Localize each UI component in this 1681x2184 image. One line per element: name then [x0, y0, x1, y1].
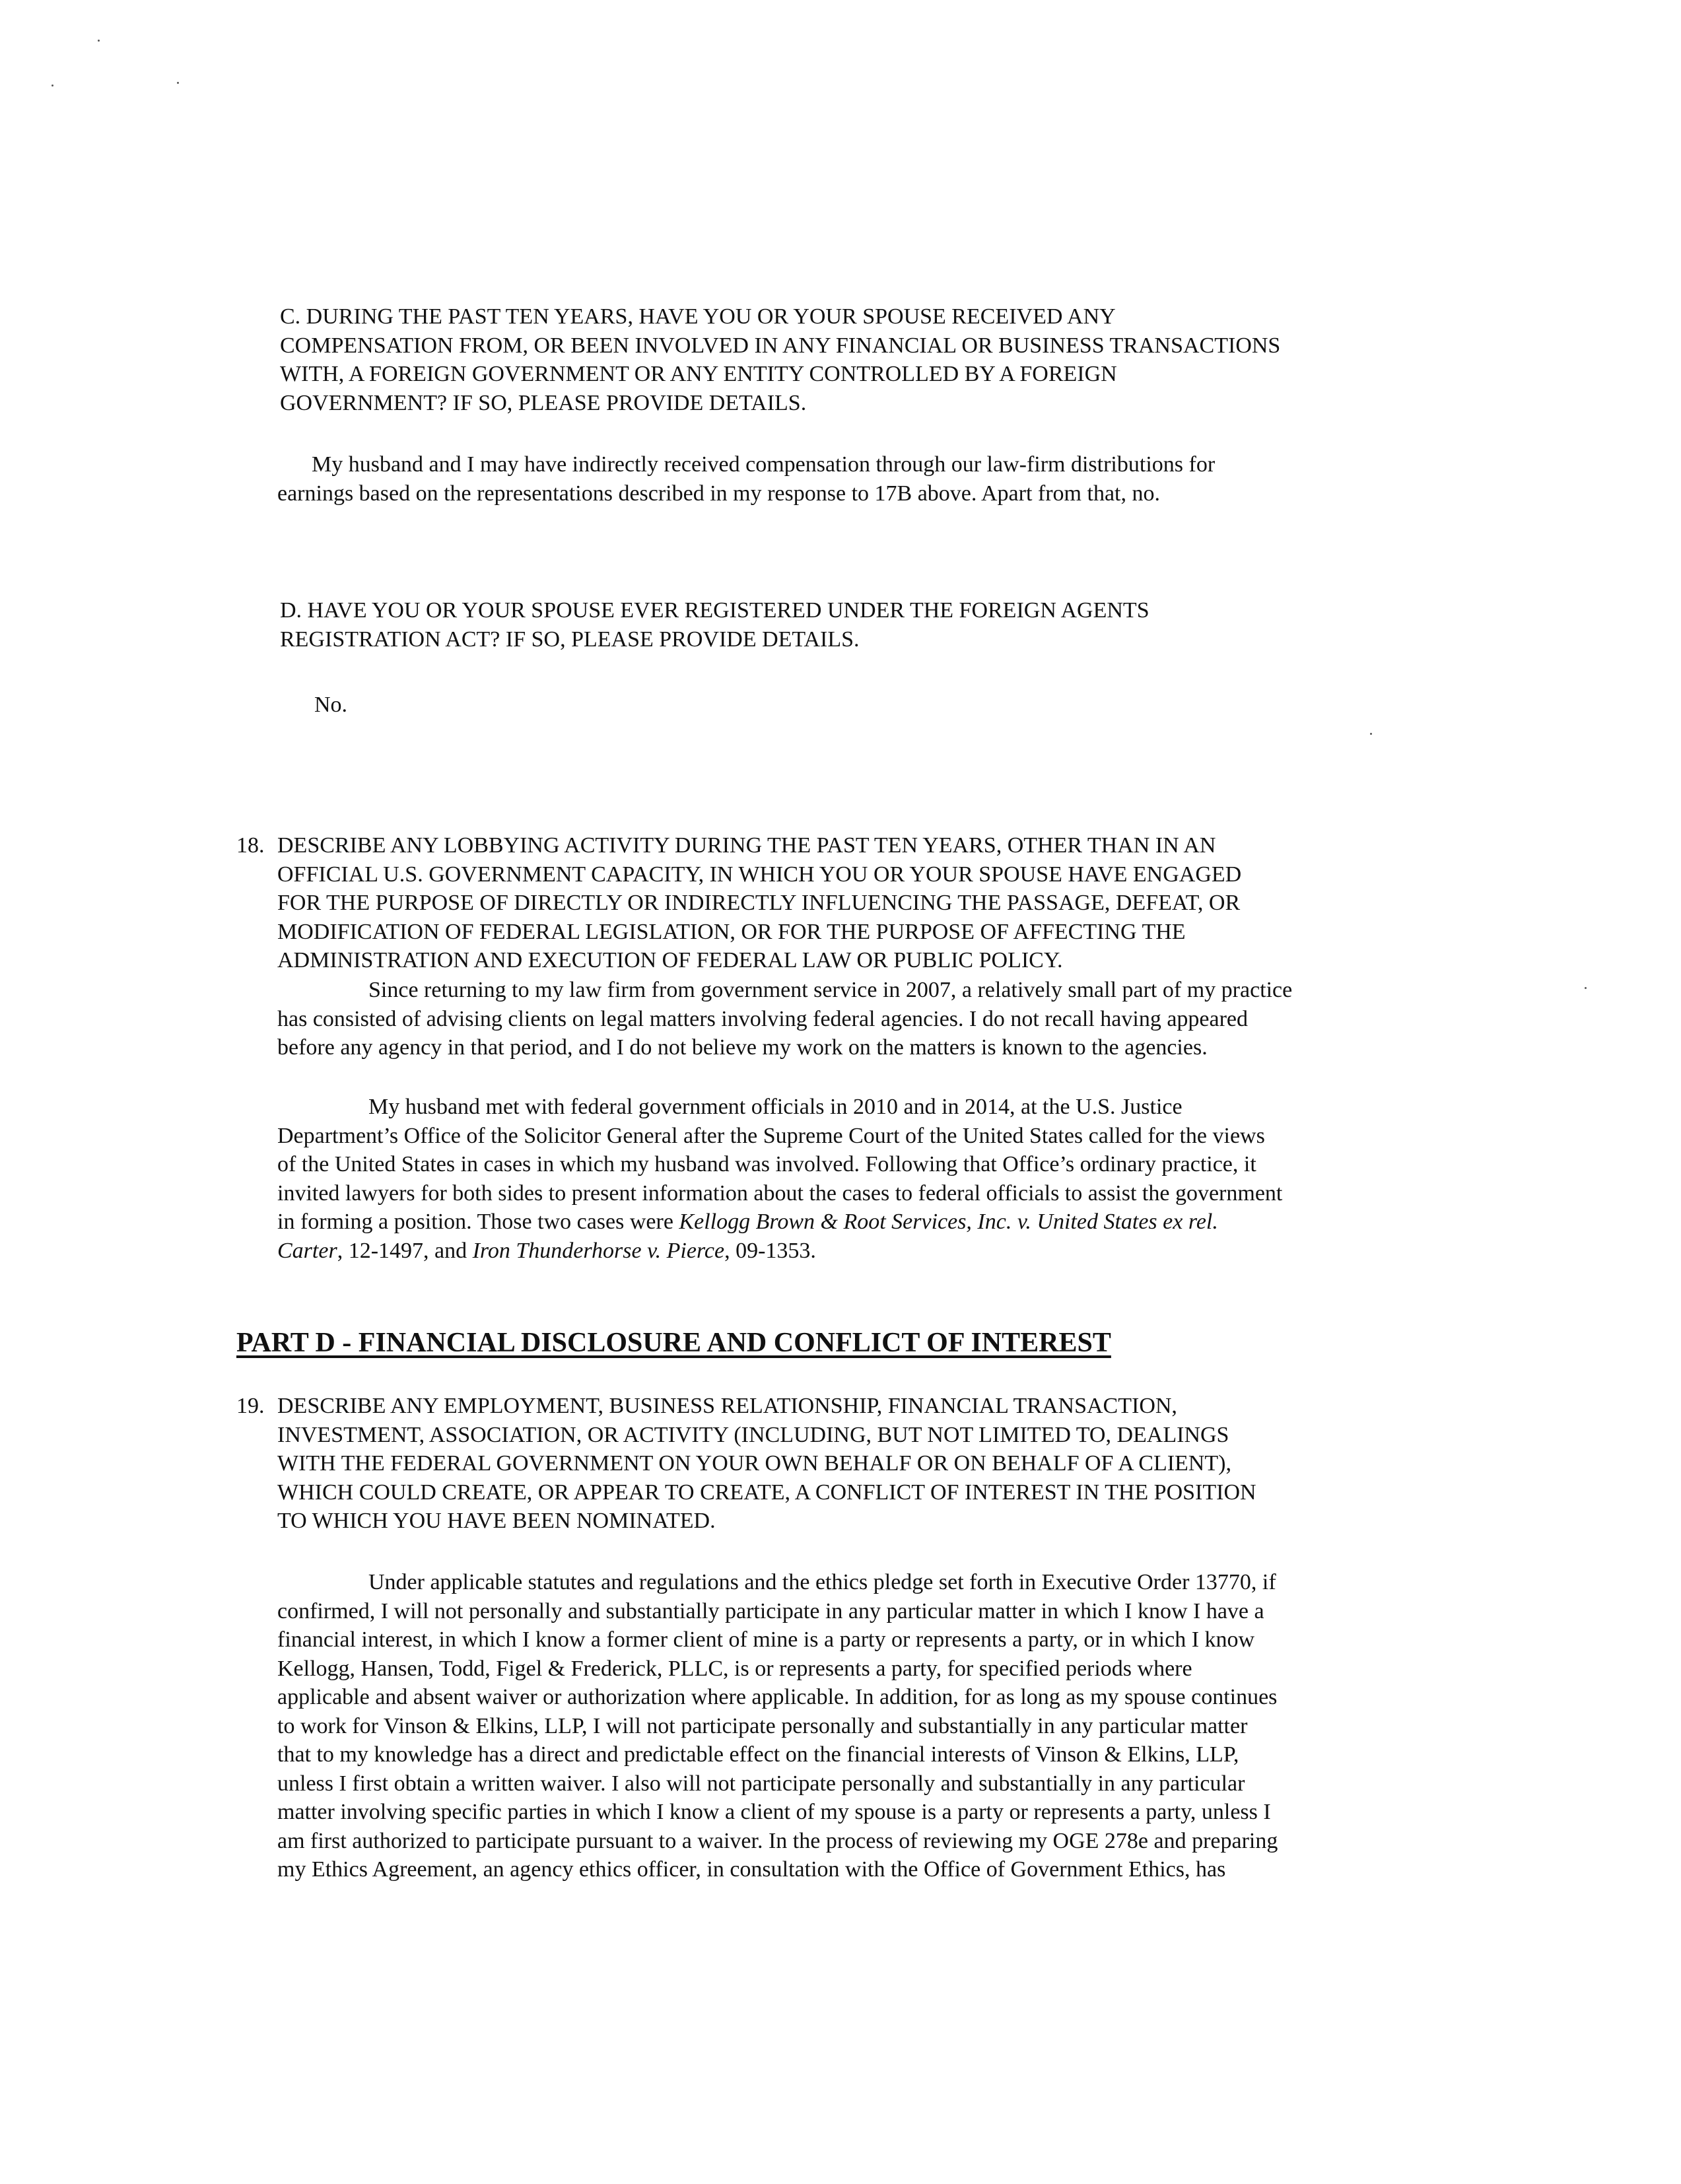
answer-line: No. — [314, 693, 348, 717]
question-line: OFFICIAL U.S. GOVERNMENT CAPACITY, IN WHICH YOU OR YOUR SPOUSE HAVE ENGAGED — [277, 862, 1242, 887]
paragraph-line: my Ethics Agreement, an agency ethics officer, in consultation with the Office of Government Ethics, has — [277, 1857, 1226, 1882]
text-run: in forming a position. Those two cases were — [277, 1210, 679, 1234]
section-c-answer — [277, 450, 1216, 508]
paragraph-line — [277, 1208, 1282, 1237]
scan-speck — [51, 85, 53, 86]
paragraph-line: Kellogg, Hansen, Todd, Figel & Frederick, PLLC, is or represents a party, for specified periods where — [277, 1656, 1192, 1681]
case-name: Carter — [277, 1238, 337, 1263]
question-line: MODIFICATION OF FEDERAL LEGISLATION, OR FOR THE PURPOSE OF AFFECTING THE — [277, 919, 1186, 944]
question-line: REGISTRATION ACT? IF SO, PLEASE PROVIDE DETAILS. — [280, 627, 860, 652]
paragraph-line: of the United States in cases in which my husband was involved. Following that Office’s ordinary practice, it — [277, 1152, 1256, 1177]
question-line: INVESTMENT, ASSOCIATION, OR ACTIVITY (INCLUDING, BUT NOT LIMITED TO, DEALINGS — [277, 1422, 1229, 1447]
case-number: , 12-1497, and — [337, 1238, 473, 1263]
question-line: DESCRIBE ANY EMPLOYMENT, BUSINESS RELATIONSHIP, FINANCIAL TRANSACTION, — [277, 1394, 1177, 1418]
paragraph-line — [277, 1237, 1282, 1266]
question-line: GOVERNMENT? IF SO, PLEASE PROVIDE DETAILS. — [280, 390, 807, 415]
paragraph-line: that to my knowledge has a direct and predictable effect on the financial interests of Vinson & Elkins, LLP, — [277, 1742, 1239, 1767]
case-name: Kellogg Brown & Root Services, Inc. v. United States ex rel. — [679, 1210, 1218, 1234]
question-line: COMPENSATION FROM, OR BEEN INVOLVED IN ANY FINANCIAL OR BUSINESS TRANSACTIONS — [280, 333, 1281, 358]
scan-speck — [98, 40, 100, 42]
paragraph-line: Since returning to my law firm from government service in 2007, a relatively small part of my practice — [368, 978, 1293, 1002]
item-18-paragraph-1 — [277, 976, 1292, 1062]
question-line: ADMINISTRATION AND EXECUTION OF FEDERAL LAW OR PUBLIC POLICY. — [277, 948, 1063, 973]
paragraph-line: to work for Vinson & Elkins, LLP, I will not participate personally and substantially in any particular matter — [277, 1713, 1248, 1738]
item-19-answer — [277, 1568, 1278, 1884]
question-line: WITH, A FOREIGN GOVERNMENT OR ANY ENTITY CONTROLLED BY A FOREIGN — [280, 362, 1117, 386]
paragraph-line: has consisted of advising clients on legal matters involving federal agencies. I do not recall having appeared — [277, 1006, 1249, 1031]
question-line: D. HAVE YOU OR YOUR SPOUSE EVER REGISTERED UNDER THE FOREIGN AGENTS — [280, 598, 1149, 623]
paragraph-line: My husband met with federal government officials in 2010 and in 2014, at the U.S. Justice — [368, 1095, 1183, 1119]
answer-line: earnings based on the representations described in my response to 17B above. Apart from that, no. — [277, 481, 1160, 506]
paragraph-line: unless I first obtain a written waiver. I also will not participate personally and substantially in any particular — [277, 1771, 1245, 1796]
item-number: 19. — [236, 1394, 265, 1418]
scan-speck — [1370, 733, 1372, 735]
scan-speck — [1585, 987, 1587, 989]
question-line: WHICH COULD CREATE, OR APPEAR TO CREATE, A CONFLICT OF INTEREST IN THE POSITION — [277, 1480, 1256, 1505]
item-19-question — [277, 1392, 1256, 1536]
scan-speck — [177, 82, 179, 84]
paragraph-line: invited lawyers for both sides to present information about the cases to federal officials to assist the government — [277, 1180, 1283, 1206]
paragraph-line: am first authorized to participate pursuant to a waiver. In the process of reviewing my OGE 278e and preparing — [277, 1828, 1278, 1853]
answer-line: My husband and I may have indirectly received compensation through our law-firm distributions for — [312, 452, 1216, 477]
part-d-heading: PART D - FINANCIAL DISCLOSURE AND CONFLICT OF INTEREST — [236, 1328, 1111, 1358]
item-number: 18. — [236, 833, 265, 858]
question-line: DESCRIBE ANY LOBBYING ACTIVITY DURING THE PAST TEN YEARS, OTHER THAN IN AN — [277, 833, 1216, 858]
item-18-question — [277, 831, 1241, 975]
paragraph-line: Under applicable statutes and regulations and the ethics pledge set forth in Executive Order 13770, if — [368, 1570, 1276, 1594]
case-name: Iron Thunderhorse v. Pierce — [472, 1238, 725, 1263]
question-line: FOR THE PURPOSE OF DIRECTLY OR INDIRECTLY INFLUENCING THE PASSAGE, DEFEAT, OR — [277, 891, 1241, 915]
question-line: TO WHICH YOU HAVE BEEN NOMINATED. — [277, 1509, 716, 1533]
question-line: C. DURING THE PAST TEN YEARS, HAVE YOU OR YOUR SPOUSE RECEIVED ANY — [280, 304, 1116, 329]
paragraph-line: applicable and absent waiver or authorization where applicable. In addition, for as long as my spouse continues — [277, 1685, 1278, 1709]
case-number: , 09-1353. — [724, 1238, 816, 1263]
section-d-answer — [314, 691, 347, 720]
paragraph-line: Department’s Office of the Solicitor General after the Supreme Court of the United States called for the views — [277, 1123, 1265, 1148]
paragraph-line: financial interest, in which I know a former client of mine is a party or represents a party, or in which I know — [277, 1627, 1255, 1652]
question-line: WITH THE FEDERAL GOVERNMENT ON YOUR OWN BEHALF OR ON BEHALF OF A CLIENT), — [277, 1451, 1231, 1476]
paragraph-line: before any agency in that period, and I do not believe my work on the matters is known to the agencies. — [277, 1035, 1208, 1060]
paragraph-line: matter involving specific parties in which I know a client of my spouse is a party or represents a party, unless I — [277, 1800, 1271, 1824]
section-c-question — [280, 302, 1280, 417]
section-d-question — [280, 596, 1149, 654]
paragraph-line: confirmed, I will not personally and substantially participate in any particular matter in which I know I have a — [277, 1598, 1264, 1623]
item-18-paragraph-2 — [277, 1093, 1282, 1265]
